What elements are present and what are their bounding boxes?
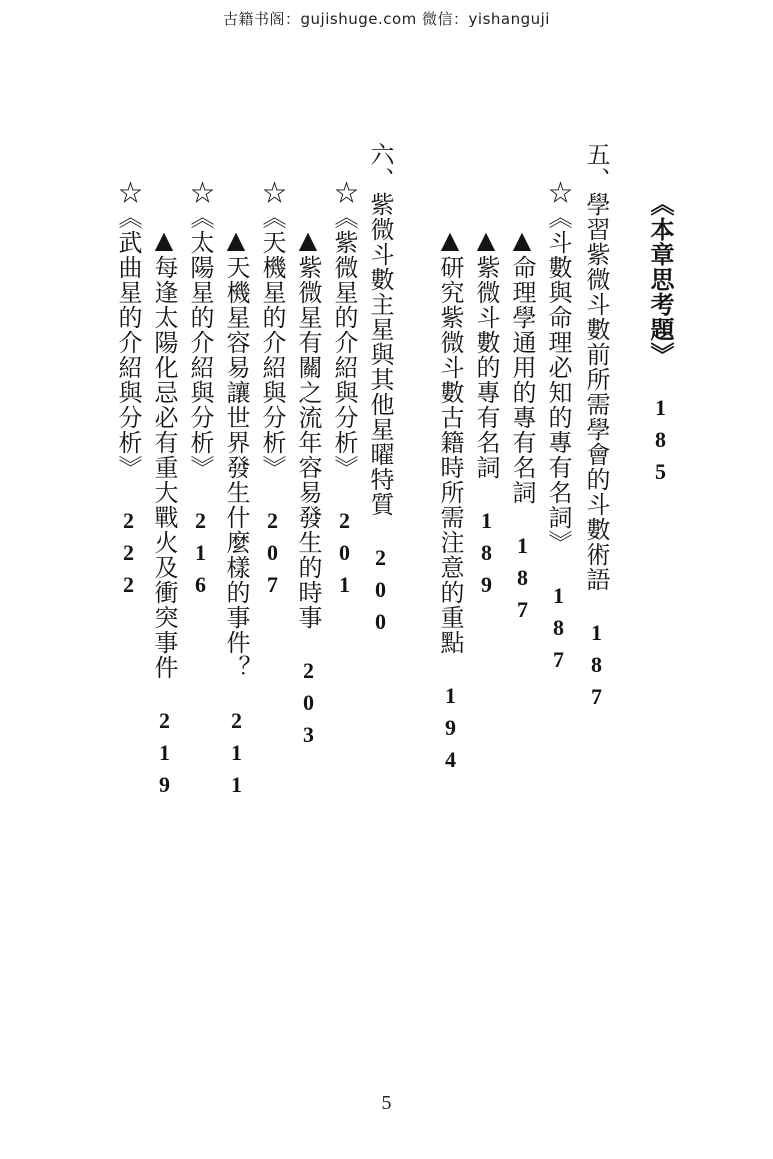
toc-entry-title: ☆《紫微星的介紹與分析》 <box>330 180 358 480</box>
toc-entry-section-five <box>584 142 608 716</box>
toc-entry-title: ☆《斗數與命理必知的專有名詞》 <box>544 180 572 555</box>
toc-entry-ziwei-events <box>296 226 320 754</box>
toc-entry-title: ▲紫微星有關之流年容易發生的時事 <box>294 226 322 630</box>
toc-entry-title: 《本章思考題》 <box>646 192 675 367</box>
toc-entry-tianji-star <box>260 180 284 604</box>
toc-entry-title: 六、紫微斗數主星與其他星曜特質 <box>366 142 394 517</box>
toc-entry-page: 219 <box>152 708 177 804</box>
toc-entry-title: ☆《武曲星的介紹與分析》 <box>114 180 142 480</box>
toc-entry-page: 200 <box>368 545 393 641</box>
toc-entry-page: 194 <box>438 683 463 779</box>
toc-entry-page: 187 <box>546 583 571 679</box>
toc-entry-title: ▲每逢太陽化忌必有重大戰火及衝突事件 <box>150 226 178 680</box>
toc-entry-title: ▲紫微斗數的專有名詞 <box>472 226 500 480</box>
toc-entry-ziwei-star <box>332 180 356 604</box>
toc-entry-taiyang-star <box>188 180 212 604</box>
toc-entry-tianji-events <box>224 226 248 804</box>
toc-entry-ziwei-terms <box>474 226 498 604</box>
toc-entry-title: ▲命理學通用的專有名詞 <box>508 226 536 505</box>
toc-entry-title: ☆《天機星的介紹與分析》 <box>258 180 286 480</box>
toc-entry-classics-notes <box>438 226 462 779</box>
toc-entry-general-terms <box>510 226 534 629</box>
watermark-text: 古籍书阁：gujishuge.com 微信：yishanguji <box>223 10 550 28</box>
toc-entry-taiyang-events <box>152 226 176 804</box>
toc-entry-title: 五、學習紫微斗數前所需學會的斗數術語 <box>582 142 610 592</box>
toc-entry-chapter-questions <box>646 192 675 491</box>
toc-entry-wuqu-star <box>116 180 140 604</box>
toc-entry-page: 222 <box>116 508 141 604</box>
toc-entry-page: 211 <box>224 708 249 804</box>
toc-entry-title: ▲天機星容易讓世界發生什麼樣的事件？ <box>222 226 250 680</box>
toc-entry-title: ▲研究紫微斗數古籍時所需注意的重點 <box>436 226 464 655</box>
toc-entry-page: 187 <box>584 620 609 716</box>
toc-entry-title: ☆《太陽星的介紹與分析》 <box>186 180 214 480</box>
page-number: 5 <box>381 1092 392 1114</box>
toc-entry-page: 189 <box>474 508 499 604</box>
toc-entry-terms <box>546 180 570 679</box>
toc-entry-page: 203 <box>296 658 321 754</box>
toc-entry-section-six <box>368 142 392 641</box>
toc-entry-page: 201 <box>332 508 357 604</box>
toc-entry-page: 185 <box>648 395 673 491</box>
toc-entry-page: 216 <box>188 508 213 604</box>
toc-entry-page: 187 <box>510 533 535 629</box>
toc-entry-page: 207 <box>260 508 285 604</box>
